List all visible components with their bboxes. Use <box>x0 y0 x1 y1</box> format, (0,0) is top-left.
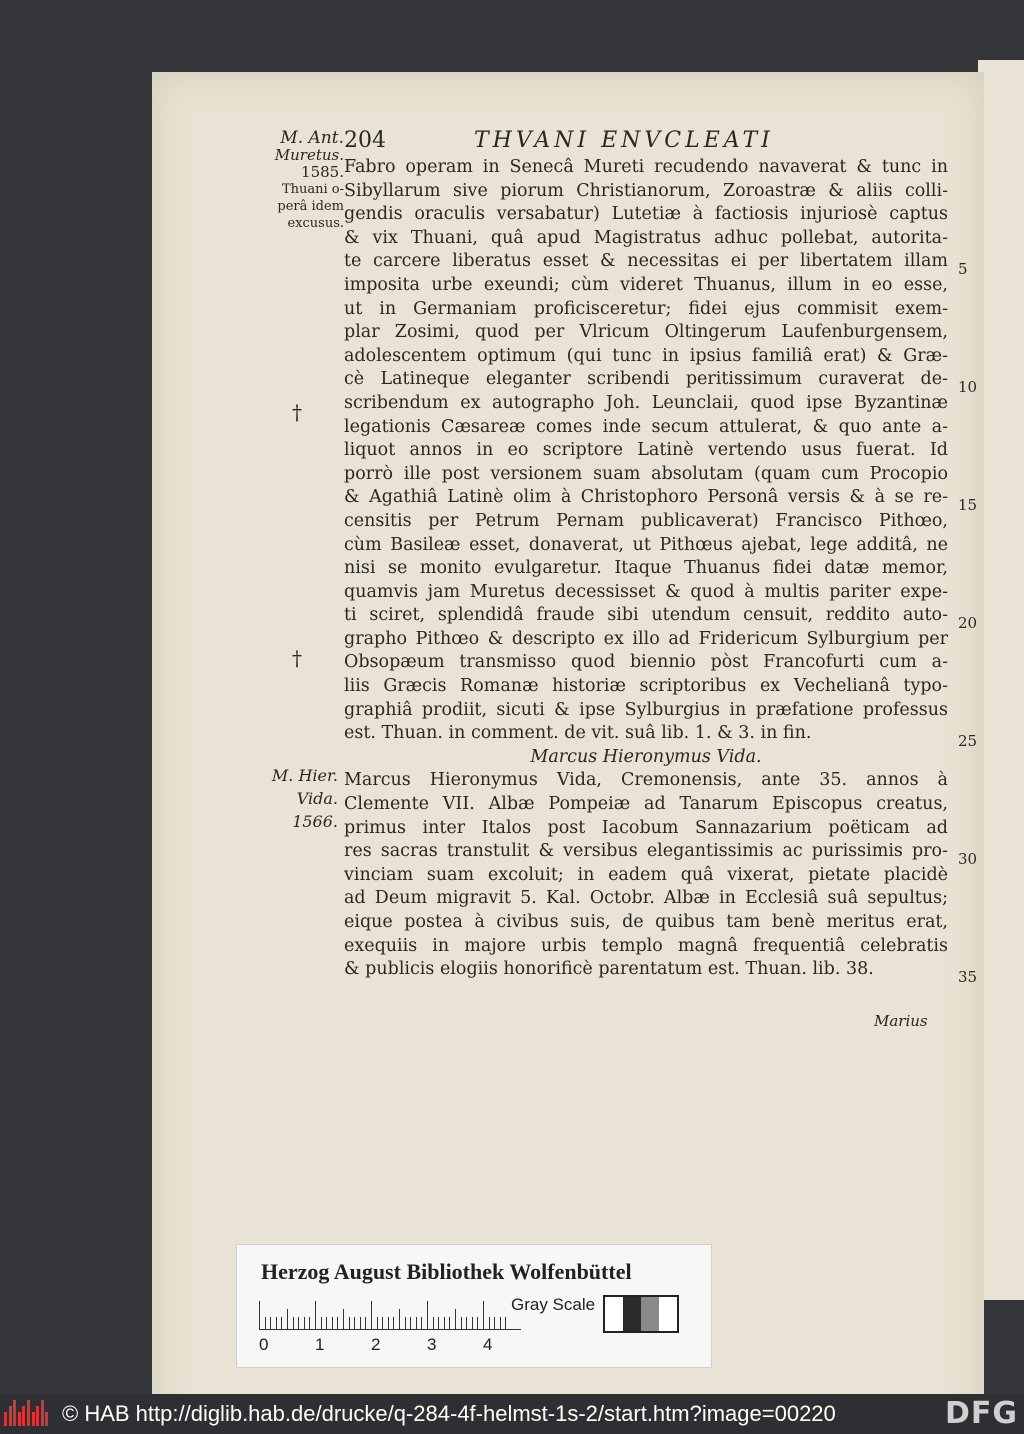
ruler-tick <box>265 1317 266 1329</box>
section-heading: Marcus Hieronymus Vida. <box>530 746 762 767</box>
text-line: quamvis jam Muretus decessisset & quod à multis pariter expe- <box>344 581 948 602</box>
copyright-url[interactable]: © HAB http://diglib.hab.de/drucke/q-284-4f-helmst-1s-2/start.htm?image=00220 <box>62 1401 836 1426</box>
running-title: THVANI ENVCLEATI <box>474 128 774 153</box>
hab-barcode-logo-icon <box>4 1394 52 1434</box>
text-line: cè Latineque eleganter scribendi peritissimum curaverat de- <box>344 369 948 390</box>
text-line: & vix Thuani, quâ apud Magistratus adhuc pollebat, autorita- <box>344 227 948 248</box>
ruler-tick <box>332 1317 333 1329</box>
text-line: & Agathiâ Latinè olim à Christophoro Personâ versis & à se re- <box>344 487 948 508</box>
catchword: Marius <box>874 1012 928 1030</box>
text-line: primus inter Italos post Iacobum Sannazarium poëticam ad <box>344 817 948 838</box>
ruler-tick <box>270 1317 271 1329</box>
margin-line: 1566. <box>292 812 338 831</box>
ruler-tick <box>349 1317 350 1329</box>
text-line: eique postea à civibus suis, de quibus tam benè meritus erat, <box>344 912 948 932</box>
text-line: & publicis elogiis honorificè parentatum est. Thuan. lib. 38. <box>344 959 874 980</box>
ruler-tick <box>483 1301 484 1329</box>
gray-swatch <box>659 1297 677 1331</box>
text-block-thuanus <box>344 156 948 746</box>
logo-bar <box>45 1412 48 1426</box>
margin-line: M. Hier. <box>271 766 338 785</box>
ruler-tick <box>371 1301 372 1329</box>
text-line: exequiis in majore urbis templo magnâ frequentiâ celebratis <box>344 935 948 956</box>
text-line: nisi se monito evulgaretur. Itaque Thuanus fidei datæ memor, <box>344 558 948 579</box>
text-line: Marcus Hieronymus Vida, Cremonensis, ante 35. annos à <box>344 770 948 791</box>
line-number: 10 <box>958 378 978 396</box>
text-line: te carcere liberatus esset & necessitas ei per libertatem illam <box>344 251 948 272</box>
text-line: Fabro operam in Senecâ Mureti recudendo navaverat & tunc in <box>344 157 948 177</box>
main-text <box>344 156 948 982</box>
text-block-vida <box>344 769 948 981</box>
text-line: ti sciret, splendidâ fraude sibi utendum censuit, reddito auto- <box>344 605 948 626</box>
ruler-number: 0 <box>259 1335 269 1354</box>
margin-line: perâ idem <box>277 199 344 214</box>
text-line: grapho Pithœo & descripto ex illo ad Fridericum Sylburgium per <box>344 628 948 649</box>
library-name: Herzog August Bibliothek Wolfenbüttel <box>261 1259 632 1284</box>
ruler-tick <box>343 1309 344 1329</box>
ruler-tick <box>455 1309 456 1329</box>
line-number: 35 <box>958 968 978 986</box>
ruler-tick <box>449 1317 450 1329</box>
dfg-logo: DFG <box>944 1396 1018 1431</box>
ruler-tick <box>416 1317 417 1329</box>
ruler-tick <box>382 1317 383 1329</box>
ruler-tick <box>399 1309 400 1329</box>
ruler-tick <box>304 1317 305 1329</box>
ruler-tick <box>298 1317 299 1329</box>
ruler-tick <box>505 1317 506 1329</box>
line-number: 30 <box>958 850 978 868</box>
text-line: liquot annos in eo scriptore Latinè vertendo usus fuerat. Id <box>344 440 948 461</box>
ruler-tick <box>276 1317 277 1329</box>
gray-scale-label: Gray Scale <box>511 1295 596 1314</box>
cross-mark: † <box>292 400 302 424</box>
margin-line: Thuani o- <box>281 182 344 197</box>
ruler-tick <box>477 1317 478 1329</box>
gray-swatch <box>623 1297 641 1331</box>
text-line: Clemente VII. Albæ Pompeiæ ad Tanarum Episcopus creatus, <box>344 794 948 815</box>
ruler-tick <box>393 1317 394 1329</box>
ruler-tick <box>377 1317 378 1329</box>
logo-bar <box>4 1412 7 1426</box>
text-line: cùm Basileæ esset, donaverat, ut Pithœus ajebat, lege additâ, ne <box>344 534 948 555</box>
text-line: est. Thuan. in comment. de vit. suâ lib. 1. & 3. in fin. <box>344 723 812 744</box>
text-line: Sibyllarum sive piorum Christianorum, Zoroastræ & aliis colli- <box>344 180 948 201</box>
margin-line: 1585. <box>301 163 344 181</box>
ruler-tick <box>259 1301 260 1329</box>
cross-mark: † <box>292 646 302 670</box>
gray-scale-swatches <box>603 1295 679 1333</box>
text-line: ad Deum migravit 5. Kal. Octobr. Albæ in Ecclesiâ suâ sepultus; <box>344 888 948 909</box>
adjacent-page-edge <box>978 60 1024 1300</box>
ruler-number: 1 <box>315 1335 325 1354</box>
ruler-number: 2 <box>371 1335 381 1354</box>
margin-line: M. Ant. <box>280 128 344 148</box>
margin-line: Muretus. <box>274 146 344 164</box>
logo-bar <box>27 1400 30 1426</box>
text-line: res sacras transtulit & versibus elegantissimis ac purissimis pro- <box>344 841 948 862</box>
gray-swatch <box>641 1297 659 1331</box>
page-number: 204 <box>344 128 386 153</box>
book-page <box>152 72 984 1394</box>
ruler-tick <box>354 1317 355 1329</box>
text-line: imposita urbe exeundi; cùm videret Thuanus, illum in eo esse, <box>344 274 948 295</box>
ruler-tick <box>489 1317 490 1329</box>
ruler-tick <box>494 1317 495 1329</box>
ruler-tick <box>405 1317 406 1329</box>
text-line: legationis Cæsareæ comes inde secum attulerat, & quo ante a- <box>344 416 948 437</box>
text-line: adolescentem optimum (qui tunc in ipsius familiâ erat) & Græ- <box>344 345 948 366</box>
scale-ruler <box>259 1299 521 1330</box>
gray-swatch <box>605 1297 623 1331</box>
ruler-tick <box>365 1317 366 1329</box>
ruler-tick <box>421 1317 422 1329</box>
ruler-tick <box>500 1317 501 1329</box>
logo-bar <box>18 1412 21 1426</box>
ruler-tick <box>444 1317 445 1329</box>
ruler-tick <box>309 1317 310 1329</box>
logo-bar <box>41 1400 44 1426</box>
text-line: scribendum ex autographo Joh. Leunclaii, quod ipse Byzantinæ <box>344 392 948 413</box>
footer-bar <box>0 1394 1024 1434</box>
line-number: 25 <box>958 732 978 750</box>
logo-bar <box>36 1406 39 1426</box>
library-color-card <box>236 1244 712 1368</box>
ruler-tick <box>438 1317 439 1329</box>
margin-note-vida <box>248 764 338 833</box>
text-line: plar Zosimi, quod per Vlricum Oltingerum Laufenburgensem, <box>344 322 948 343</box>
text-line: censitis per Petrum Pernam publicaverat) Francisco Pithœo, <box>344 510 948 531</box>
ruler-tick <box>410 1317 411 1329</box>
ruler-tick <box>388 1317 389 1329</box>
text-line: Obsopæum transmisso quod biennio pòst Francofurti cum a- <box>344 652 948 673</box>
ruler-number: 3 <box>427 1335 437 1354</box>
text-line: liis Græcis Romanæ historiæ scriptoribus ex Vechelianâ typo- <box>344 676 948 697</box>
margin-line: excusus. <box>287 216 344 231</box>
line-number: 20 <box>958 614 978 632</box>
ruler-tick <box>326 1317 327 1329</box>
logo-bar <box>22 1406 25 1426</box>
text-line: ut in Germaniam proficisceretur; fidei ejus commisit exem- <box>344 298 948 319</box>
logo-bar <box>13 1400 16 1426</box>
ruler-tick <box>360 1317 361 1329</box>
ruler-tick <box>461 1317 462 1329</box>
ruler-tick <box>315 1301 316 1329</box>
ruler-tick <box>281 1317 282 1329</box>
logo-bar <box>9 1406 12 1426</box>
ruler-number: 4 <box>483 1335 493 1354</box>
line-number: 15 <box>958 496 978 514</box>
margin-line: Vida. <box>296 789 338 808</box>
ruler-tick <box>433 1317 434 1329</box>
text-line: vinciam suam excoluit; in eadem quâ vixerat, pietate placidè <box>344 864 948 885</box>
margin-note-muretus <box>248 130 344 232</box>
text-line: porrò ille post versionem suam absolutam (quam cum Procopio <box>344 463 948 484</box>
ruler-tick <box>293 1317 294 1329</box>
logo-bar <box>32 1412 35 1426</box>
ruler-tick <box>321 1317 322 1329</box>
ruler-tick <box>427 1301 428 1329</box>
ruler-tick <box>472 1317 473 1329</box>
text-line: graphiâ prodiit, sicuti & ipse Sylburgius in præfatione professus <box>344 699 948 720</box>
ruler-tick <box>466 1317 467 1329</box>
line-number: 5 <box>958 260 968 278</box>
ruler-numbers <box>255 1335 535 1357</box>
ruler-tick <box>337 1317 338 1329</box>
ruler-tick <box>287 1309 288 1329</box>
text-line: gendis oraculis versabatur) Lutetiæ à factiosis injuriosè captus <box>344 204 948 225</box>
